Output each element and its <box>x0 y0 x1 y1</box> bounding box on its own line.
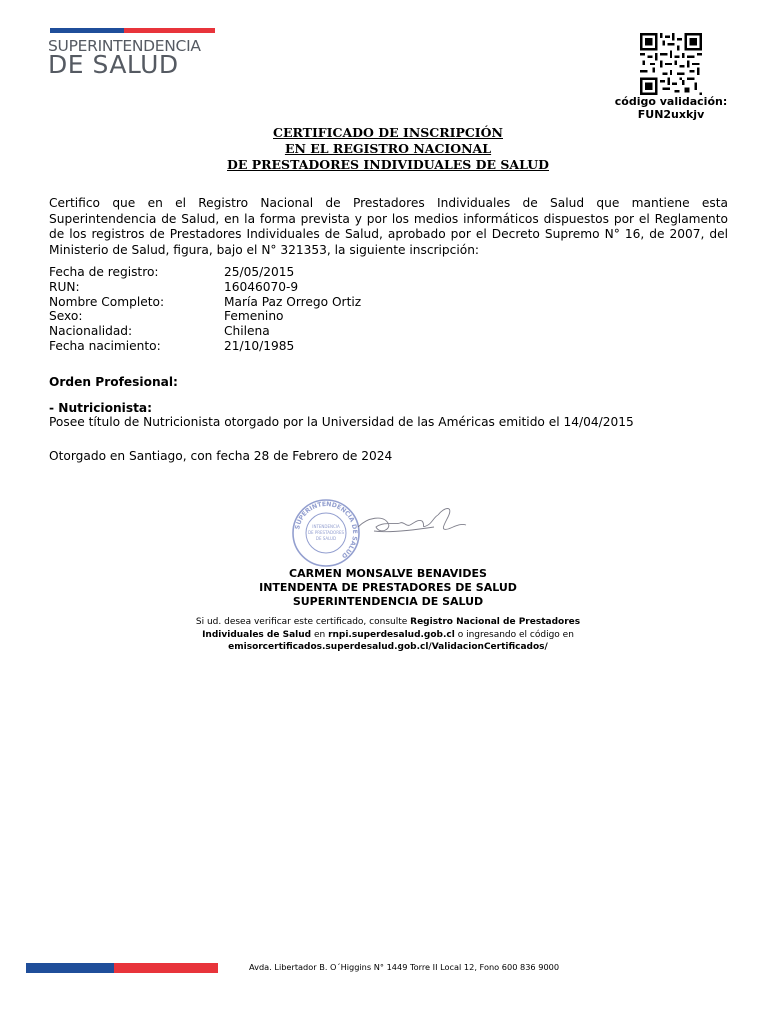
signer-org: SUPERINTENDENCIA DE SALUD <box>292 595 484 608</box>
signer-role: INTENDENTA DE PRESTADORES DE SALUD <box>259 581 517 594</box>
validation-code: FUN2uxkjv <box>637 108 705 121</box>
svg-text:SUPERINTENDENCIA DE SALUD: SUPERINTENDENCIA DE SALUD <box>294 500 359 560</box>
title-line2: EN EL REGISTRO NACIONAL <box>284 141 492 156</box>
field-row: Fecha nacimiento: 21/10/1985 <box>49 338 295 353</box>
registration-fields <box>49 265 361 354</box>
svg-text:DE SALUD: DE SALUD <box>315 536 337 541</box>
validation-url-link[interactable]: emisorcertificados.superdesalud.gob.cl/ValidacionCertificados/ <box>228 642 548 652</box>
qr-code-icon <box>640 33 702 95</box>
orden-profesional-heading: Orden Profesional: <box>49 375 178 389</box>
logo-text-line1: SUPERINTENDENCIA <box>48 37 201 55</box>
title-line1: CERTIFICADO DE INSCRIPCIÓN <box>273 125 503 140</box>
rnpi-link[interactable]: rnpi.superdesalud.gob.cl <box>328 629 455 640</box>
footer-address: Avda. Libertador B. O´Higgins N° 1449 Torre II Local 12, Fono 600 836 9000 <box>249 962 560 972</box>
footer-color-bar <box>26 963 218 973</box>
intro-paragraph: Certifico que en el Registro Nacional de Prestadores Individuales de Salud que mantiene esta Superintendencia de Salud, en la forma prevista y por los medios informáticos dispuestos por el Reglamento de los registros de Prestadores Individuales de Salud, aprobado por el Decreto Supremo N° 16, de 2007, del Ministerio de Salud, figura, bajo el N° 321353, la siguiente inscripción: <box>49 196 728 257</box>
validation-block <box>600 95 742 121</box>
svg-text:INTENDENCIA: INTENDENCIA <box>312 524 340 529</box>
profession-description: Posee título de Nutricionista otorgado por la Universidad de las Américas emitido el 14/04/2015 <box>49 415 634 429</box>
handwritten-signature <box>358 509 466 532</box>
field-row: RUN: 16046070-9 <box>49 279 299 294</box>
svg-text:DE PRESTADORES: DE PRESTADORES <box>307 530 345 535</box>
logo-color-bar <box>50 28 215 33</box>
certificate-title <box>0 125 768 173</box>
stamp-and-signature <box>288 497 488 569</box>
signer-block <box>0 567 768 609</box>
profession-title: - Nutricionista: <box>49 401 152 415</box>
field-row: Nombre Completo: María Paz Orrego Ortiz <box>49 294 362 309</box>
validation-label: código validación: <box>614 95 728 108</box>
issue-statement: Otorgado en Santiago, con fecha 28 de Febrero de 2024 <box>49 449 393 463</box>
title-line3: DE PRESTADORES INDIVIDUALES DE SALUD <box>227 157 549 172</box>
official-seal-icon <box>293 500 359 566</box>
field-row: Fecha de registro: 25/05/2015 <box>49 265 295 279</box>
verification-note: Si ud. desea verificar este certificado, consulte Registro Nacional de Prestadores Individuales de Salud en rnpi.superdesalud.gob.cl o ingresando el código en emisorcertificados.superdesalud.gob.cl/ValidacionCertificados/ <box>195 617 581 652</box>
logo-text-line2: DE SALUD <box>48 50 179 79</box>
field-row: Nacionalidad: Chilena <box>49 324 270 339</box>
signer-name: CARMEN MONSALVE BENAVIDES <box>289 567 487 580</box>
field-row: Sexo: Femenino <box>49 309 284 324</box>
